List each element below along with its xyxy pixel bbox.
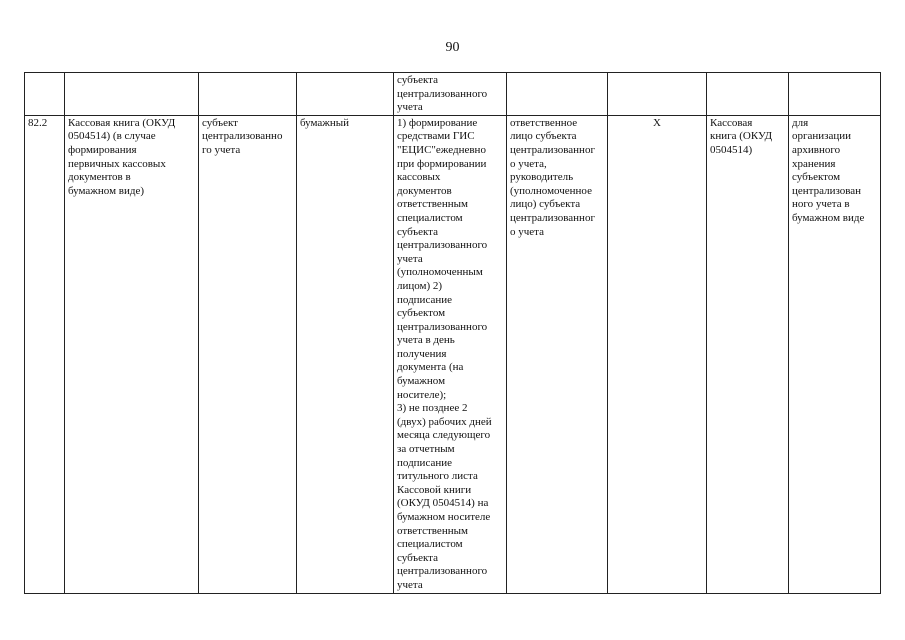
cell-purpose: для организации архивного хранения субъектом централизован ного учета в бумажном виде (789, 115, 881, 593)
cell-document-name: Кассовая книга (ОКУД 0504514) (в случае формирования первичных кассовых документов в бумажном виде) (65, 115, 199, 593)
cell-register (707, 73, 789, 116)
page-number: 90 (445, 40, 460, 55)
cell-purpose (789, 73, 881, 116)
cell-form: бумажный (297, 115, 394, 593)
cell-creator (199, 73, 297, 116)
cell-signer (507, 73, 608, 116)
table-row-continuation (25, 73, 881, 116)
cell-document-name (65, 73, 199, 116)
cell-form (297, 73, 394, 116)
cell-number (25, 73, 65, 116)
cell-register: Кассовая книга (ОКУД 0504514) (707, 115, 789, 593)
cell-mark: X (608, 115, 707, 593)
document-table (24, 72, 881, 594)
cell-procedure: субъекта централизованного учета (394, 73, 507, 116)
table-row-82-2 (25, 115, 881, 593)
cell-mark (608, 73, 707, 116)
cell-signer: ответственное лицо субъекта централизованног о учета, руководитель (уполномоченное лицо) субъекта централизованног о учета (507, 115, 608, 593)
cell-number: 82.2 (25, 115, 65, 593)
cell-creator: субъект централизованно го учета (199, 115, 297, 593)
cell-procedure: 1) формирование средствами ГИС "ЕЦИС"ежедневно при формировании кассовых документов ответственным специалистом субъекта централизованного учета (уполномоченным лицом) 2) подписание субъектом централизованного учета в день получения документа (на бумажном носителе); 3) не позднее 2 (двух) рабочих дней месяца следующего за отчетным подписание титульного листа Кассовой книги (ОКУД 0504514) на бумажном носителе ответственным специалистом субъекта централизованного учета (394, 115, 507, 593)
